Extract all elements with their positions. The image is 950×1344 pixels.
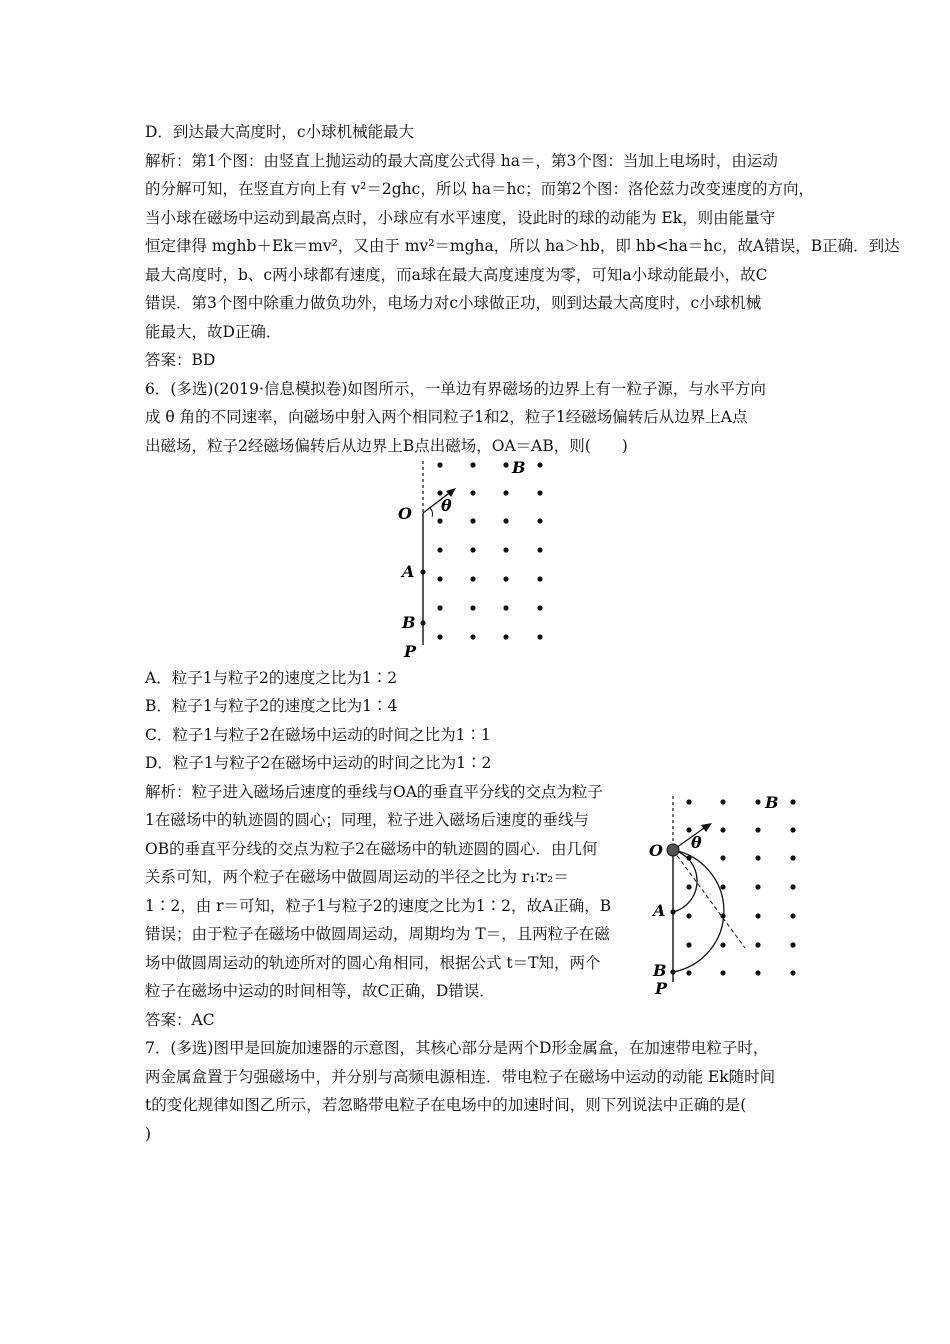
q6-analysis-line: 1在磁场中的轨迹圆的圆心；同理，粒子进入磁场后速度的垂线与 [145,811,589,829]
q6-analysis-line: 粒子在磁场中运动的时间相等，故C正确，D错误． [145,982,495,1000]
q7-stem-line: ) [145,1125,152,1143]
label-b: B [765,793,779,812]
q5-answer: 答案：BD [145,351,216,369]
q5-analysis-line: 的分解可知，在竖直方向上有 v²＝2ghc，所以 ha＝hc；而第2个图：洛伦兹力改变速度的方向， [145,180,815,198]
label-a: A [402,562,415,581]
label-b-boundary: B [653,961,667,980]
q6-answer: 答案：AC [145,1011,215,1029]
q6-analysis-figure [645,790,815,1000]
label-b-boundary: B [402,613,416,632]
q6-analysis-line: OB的垂直平分线的交点为粒子2在磁场中的轨迹圆的圆心．由几何 [145,840,598,858]
q6-stem-line: 6．(多选)(2019·信息模拟卷)如图所示，一单边有界磁场的边界上有一粒子源，与水平方向 [145,380,766,398]
q5-analysis-line: 能最大，故D正确． [145,323,282,341]
label-b: B [512,458,526,477]
q5-analysis-line: 最大高度时，b、c两小球都有速度，而a球在最大高度速度为零，可知a小球动能最小，故C [145,266,768,284]
q7-stem-line: 两金属盒置于匀强磁场中，并分别与高频电源相连．带电粒子在磁场中运动的动能 Ek随时间 [145,1068,776,1086]
q6-option-b: B．粒子1与粒子2的速度之比为1∶4 [145,697,398,715]
q6-option-c: C．粒子1与粒子2在磁场中运动的时间之比为1∶1 [145,726,491,744]
q5-analysis-line: 当小球在磁场中运动到最高点时，小球应有水平速度，设此时的球的动能为 Ek，则由能量守 [145,209,776,227]
q6-analysis-line: 解析：粒子进入磁场后速度的垂线与OA的垂直平分线的交点为粒子 [145,783,603,801]
q6-stem-line: 出磁场，粒子2经磁场偏转后从边界上B点出磁场，OA＝AB，则( ) [145,437,628,455]
label-theta: θ [691,833,702,852]
q6-option-a: A．粒子1与粒子2的速度之比为1∶2 [145,669,398,687]
label-a: A [653,901,666,920]
trajectory-small [673,850,697,912]
label-o: O [649,841,663,860]
radius-dashed [673,850,745,948]
q6-analysis-line: 关系可知，两个粒子在磁场中做圆周运动的半径之比为 r₁∶r₂＝ [145,868,569,886]
label-p: P [404,642,417,661]
q6-analysis-line: 错误；由于粒子在磁场中做圆周运动，周期均为 T＝，且两粒子在磁 [145,925,610,943]
label-theta: θ [441,496,452,515]
q6-figure-magnetic-field [390,455,560,665]
q5-analysis-line: 解析：第1个图：由竖直上抛运动的最大高度公式得 ha＝，第3个图：当加上电场时，由运动 [145,152,778,170]
q5-analysis-line: 恒定律得 mghb＋Ek＝mv²，又由于 mv²＝mgha，所以 ha＞hb，即 hb<ha＝hc，故A错误，B正确．到达 [145,237,900,255]
particle-source [667,844,679,856]
q7-stem-line: 7．(多选)图甲是回旋加速器的示意图，其核心部分是两个D形金属盒，在加速带电粒子时， [145,1039,769,1057]
q5-analysis-line: 错误．第3个图中除重力做负功外，电场力对c小球做正功，则到达最大高度时，c小球机械 [145,294,762,312]
q6-analysis-line: 场中做圆周运动的轨迹所对的圆心角相同，根据公式 t＝T知，两个 [145,954,601,972]
arrow-head-icon [701,823,712,832]
q6-option-d: D．粒子1与粒子2在磁场中运动的时间之比为1∶2 [145,754,492,772]
q7-stem-line: t的变化规律如图乙所示，若忽略带电粒子在电场中的加速时间，则下列说法中正确的是( [145,1096,747,1114]
q5-option-d: D．到达最大高度时，c小球机械能最大 [145,123,415,141]
label-p: P [655,979,668,998]
q6-analysis-line: 1∶2，由 r＝可知，粒子1与粒子2的速度之比为1∶2，故A正确，B [145,897,612,915]
angle-arc [430,508,432,517]
trajectory-large [673,850,724,972]
q6-stem-line: 成 θ 角的不同速率，向磁场中射入两个相同粒子1和2，粒子1经磁场偏转后从边界上A点 [145,408,748,426]
label-o: O [398,504,412,523]
